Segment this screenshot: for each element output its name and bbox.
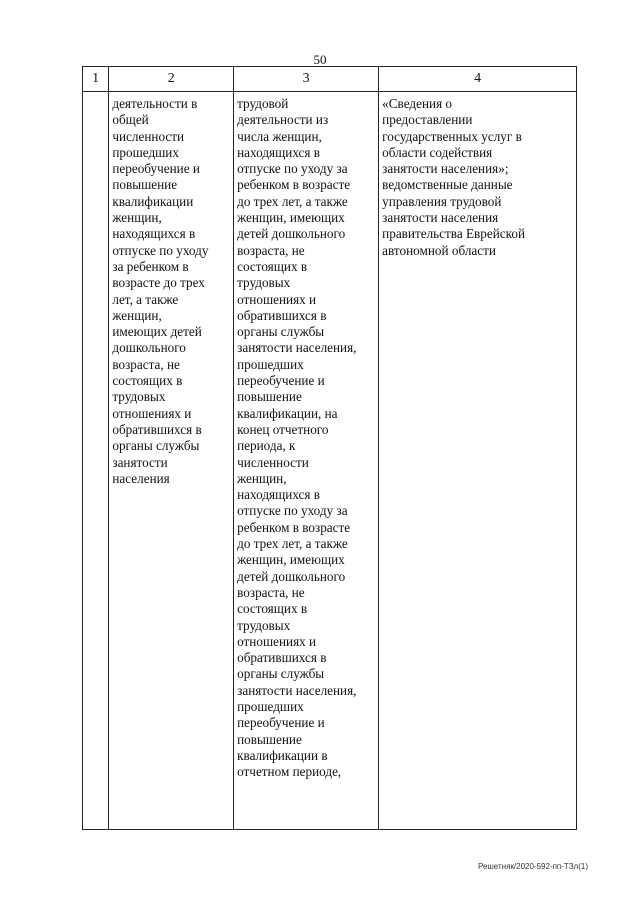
column-header-2: 2	[109, 67, 234, 92]
cell-col3	[234, 92, 379, 830]
document-reference: Решетняк/2020-592-пп-ТЗл(1)	[477, 862, 588, 871]
table-header-row	[83, 67, 577, 92]
cell-col3-text: трудовой деятельности из числа женщин, находящихся в отпуске по уходу за ребенком в возрасте до трех лет, а также женщин, имеющих детей дошкольного возраста, не состоящих в трудовых отношениях и обратившихся в органы службы занятости населения, прошедших переобучение и повышение квалификации, на конец отчетного периода, к численности женщин, находящихся в отпуске по уходу за ребенком в возрасте до трех лет, а также женщин, имеющих детей дошкольного возраста, не состоящих в трудовых отношениях и обратившихся в органы службы занятости населения, прошедших переобучение и повышение квалификации в отчетном периоде,	[237, 96, 357, 780]
cell-col1	[83, 92, 109, 830]
cell-col4-text: «Сведения о предоставлении государственных услуг в области содействия занятости населения»; ведомственные данные управления трудовой занятости населения правительства Еврейской автономной области	[382, 96, 526, 258]
cell-col2-text: деятельности в общей численности прошедших переобучение и повышение квалификации женщин, находящихся в отпуске по уходу за ребенком в возрасте до трех лет, а также женщин, имеющих детей дошкольного возраста, не состоящих в трудовых отношениях и обратившихся в органы службы занятости населения	[112, 96, 209, 486]
table-row	[83, 92, 577, 830]
cell-col2	[109, 92, 234, 830]
document-table	[82, 66, 577, 830]
cell-col4	[379, 92, 577, 830]
column-header-4: 4	[379, 67, 577, 92]
column-header-3: 3	[234, 67, 379, 92]
page-number: 50	[313, 52, 327, 67]
column-header-1: 1	[83, 67, 109, 92]
